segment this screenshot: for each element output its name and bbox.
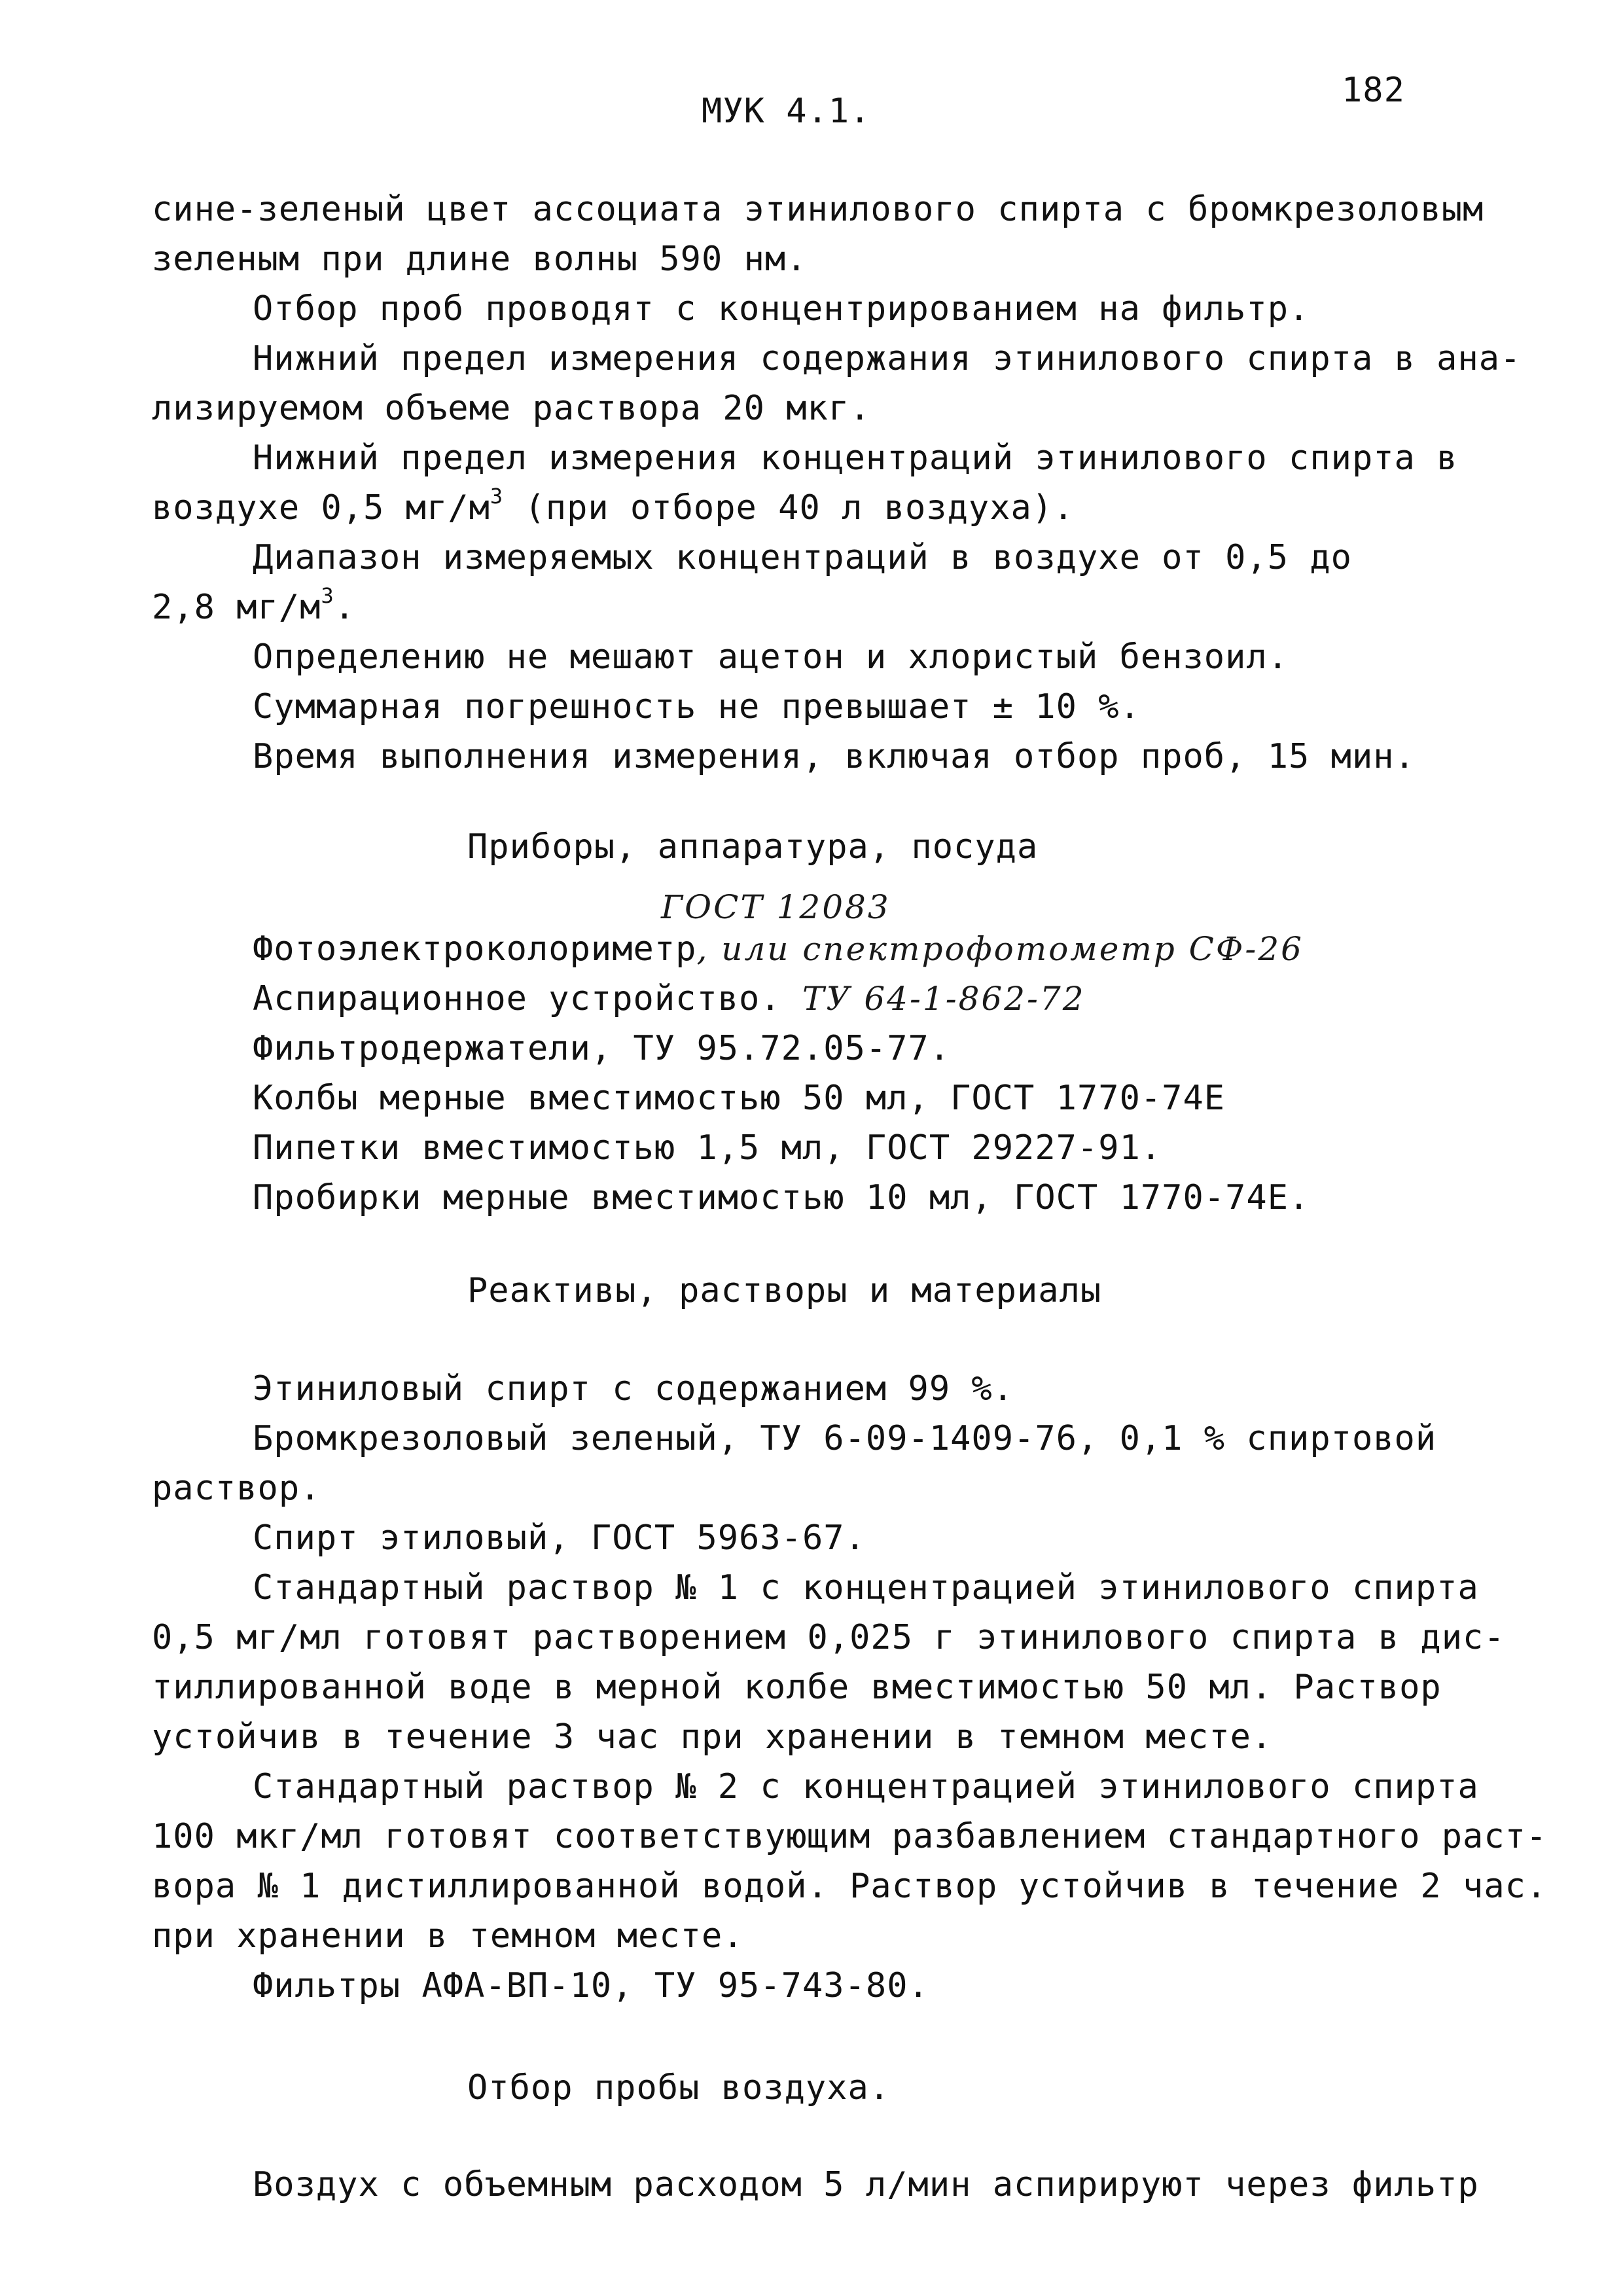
text-fragment: Фотоэлектроколориметр — [253, 929, 697, 969]
text-line: Фильтродержатели, ТУ 95.72.05-77. — [253, 1029, 951, 1068]
text-line — [253, 924, 1304, 974]
text-line: Нижний предел измерения содержания этинилового спирта в ана- — [253, 339, 1522, 378]
text-line: Этиниловый спирт с содержанием 99 %. — [253, 1369, 1014, 1408]
text-line: Стандартный раствор № 1 с концентрацией этинилового спирта — [253, 1568, 1479, 1607]
text-line: 100 мкг/мл готовят соответствующим разбавлением стандартного раст- — [152, 1817, 1548, 1856]
superscript: 3 — [490, 483, 504, 509]
text-line: Отбор проб проводят с концентрированием на фильтр. — [253, 289, 1310, 329]
text-fragment: (при отборе 40 л воздуха). — [503, 488, 1075, 528]
text-fragment: воздухе 0,5 мг/м — [152, 488, 490, 528]
text-line: Колбы мерные вместимостью 50 мл, ГОСТ 1770-74Е — [253, 1079, 1226, 1118]
text-line: Время выполнения измерения, включая отбор проб, 15 мин. — [253, 737, 1416, 776]
text-line: сине-зеленый цвет ассоциата этинилового спирта с бромкрезоловым — [152, 190, 1484, 229]
text-fragment: . — [334, 588, 356, 627]
text-line: Пипетки вместимостью 1,5 мл, ГОСТ 29227-91. — [253, 1128, 1162, 1168]
text-line: Определению не мешают ацетон и хлористый бензоил. — [253, 637, 1289, 677]
text-line: Диапазон измеряемых концентраций в воздухе от 0,5 до — [253, 538, 1352, 577]
text-line — [253, 974, 1086, 1024]
text-line: при хранении в темном месте. — [152, 1916, 744, 1956]
handwritten-annotation: ТУ 64-1-862-72 — [802, 980, 1086, 1018]
text-line: раствор. — [152, 1469, 321, 1508]
text-line: Суммарная погрешность не превышает ± 10 %. — [253, 687, 1141, 726]
section-heading-equipment: Приборы, аппаратура, посуда — [467, 827, 1039, 867]
handwritten-annotation: , или спектрофотометр СФ-26 — [696, 930, 1304, 968]
text-line: Воздух с объемным расходом 5 л/мин аспирируют через фильтр — [253, 2165, 1479, 2204]
text-line: Пробирки мерные вместимостью 10 мл, ГОСТ 1770-74Е. — [253, 1178, 1310, 1217]
text-line: Фильтры АФА-ВП-10, ТУ 95-743-80. — [253, 1966, 929, 2005]
page-number: 182 — [1342, 71, 1405, 110]
text-fragment: 2,8 мг/м — [152, 588, 321, 627]
text-line — [152, 483, 1074, 533]
text-line: устойчив в течение 3 час при хранении в темном месте. — [152, 1717, 1273, 1757]
text-line: 0,5 мг/мл готовят растворением 0,025 г этинилового спирта в дис- — [152, 1618, 1505, 1657]
section-heading-reagents: Реактивы, растворы и материалы — [467, 1271, 1102, 1310]
text-line: лизируемом объеме раствора 20 мкг. — [152, 389, 871, 428]
superscript: 3 — [321, 583, 334, 608]
text-line: Бромкрезоловый зеленый, ТУ 6-09-1409-76, 0,1 % спиртовой — [253, 1419, 1437, 1458]
document-code: МУК 4.1. — [702, 92, 871, 131]
text-line: Стандартный раствор № 2 с концентрацией этинилового спирта — [253, 1767, 1479, 1806]
section-heading-sampling: Отбор пробы воздуха. — [467, 2068, 891, 2108]
text-line: Спирт этиловый, ГОСТ 5963-67. — [253, 1518, 866, 1558]
handwritten-note: ГОСТ 12083 — [661, 888, 891, 926]
text-line: тиллированной воде в мерной колбе вместимостью 50 мл. Раствор — [152, 1668, 1442, 1707]
text-fragment: Аспирационное устройство. — [253, 979, 781, 1018]
text-line — [152, 583, 355, 632]
text-line: Нижний предел измерения концентраций этинилового спирта в — [253, 439, 1458, 478]
text-line: зеленым при длине волны 590 нм. — [152, 240, 808, 279]
text-line: вора № 1 дистиллированной водой. Раствор устойчив в течение 2 час. — [152, 1867, 1548, 1906]
